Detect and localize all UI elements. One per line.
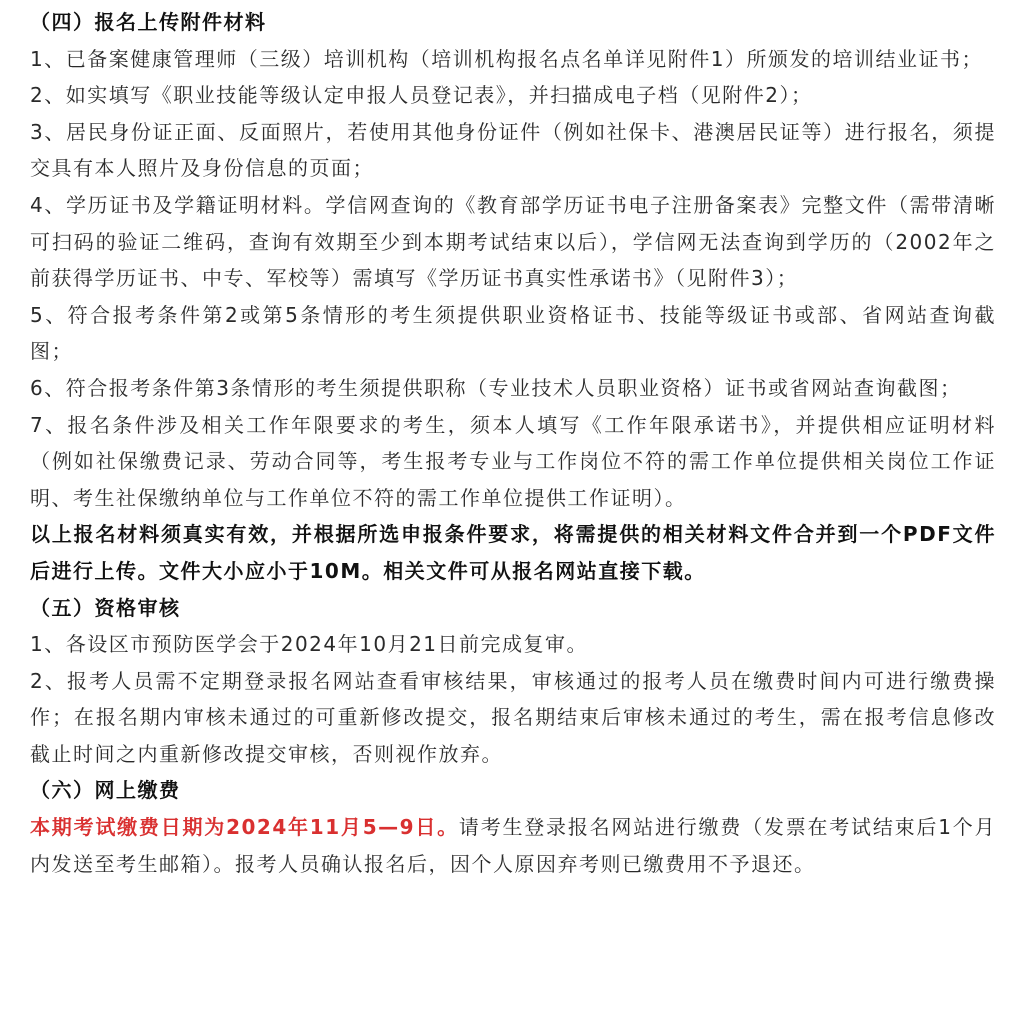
list-item: 3、居民身份证正面、反面照片，若使用其他身份证件（例如社保卡、港澳居民证等）进行报名，须提交具有本人照片及身份信息的页面； — [30, 119, 996, 181]
list-item: 7、报名条件涉及相关工作年限要求的考生，须本人填写《工作年限承诺书》，并提供相应证明材料（例如社保缴费记录、劳动合同等，考生报考专业与工作岗位不符的需工作单位提供相关岗位工作证明、考生社保缴纳单位与工作单位不符的需工作单位提供工作证明）。 — [30, 412, 996, 510]
payment-instructions: 请考生登录报名网站进行缴费（发票在考试结束后1个月内发送至考生邮箱）。报考人员确认报名后，因个人原因弃考则已缴费用不予退还。 — [30, 815, 996, 876]
section-heading-online-payment: （六）网上缴费 — [30, 778, 181, 803]
payment-paragraph — [30, 809, 996, 882]
list-item: 2、如实填写《职业技能等级认定申报人员登记表》，并扫描成电子档（见附件2）； — [30, 83, 813, 108]
list-item: 1、各设区市预防医学会于2024年10月21日前完成复审。 — [30, 632, 589, 657]
list-item: 2、报考人员需不定期登录报名网站查看审核结果，审核通过的报考人员在缴费时间内可进行缴费操作；在报名期内审核未通过的可重新修改提交，报名期结束后审核未通过的考生，需在报考信息修改截止时间之内重新修改提交审核，否则视作放弃。 — [30, 668, 996, 766]
section-heading-qualification-review: （五）资格审核 — [30, 595, 181, 620]
section-heading-registration-attachments: （四）报名上传附件材料 — [30, 10, 267, 34]
list-item: 6、符合报考条件第3条情形的考生须提供职称（专业技术人员职业资格）证书或省网站查询截图； — [30, 375, 962, 400]
materials-note: 以上报名材料须真实有效，并根据所选申报条件要求，将需提供的相关材料文件合并到一个PDF文件后进行上传。文件大小应小于10M。相关文件可从报名网站直接下载。 — [30, 522, 996, 583]
list-item: 1、已备案健康管理师（三级）培训机构（培训机构报名点名单详见附件1）所颁发的培训结业证书； — [30, 46, 983, 71]
payment-date-highlight: 本期考试缴费日期为2024年11月5—9日。 — [30, 815, 459, 840]
list-item: 4、学历证书及学籍证明材料。学信网查询的《教育部学历证书电子注册备案表》完整文件（需带清晰可扫码的验证二维码，查询有效期至少到本期考试结束以后），学信网无法查询到学历的（2002年之前获得学历证书、中专、军校等）需填写《学历证书真实性承诺书》（见附件3）； — [30, 192, 996, 291]
list-item: 5、符合报考条件第2或第5条情形的考生须提供职业资格证书、技能等级证书或部、省网站查询截图； — [30, 302, 996, 364]
